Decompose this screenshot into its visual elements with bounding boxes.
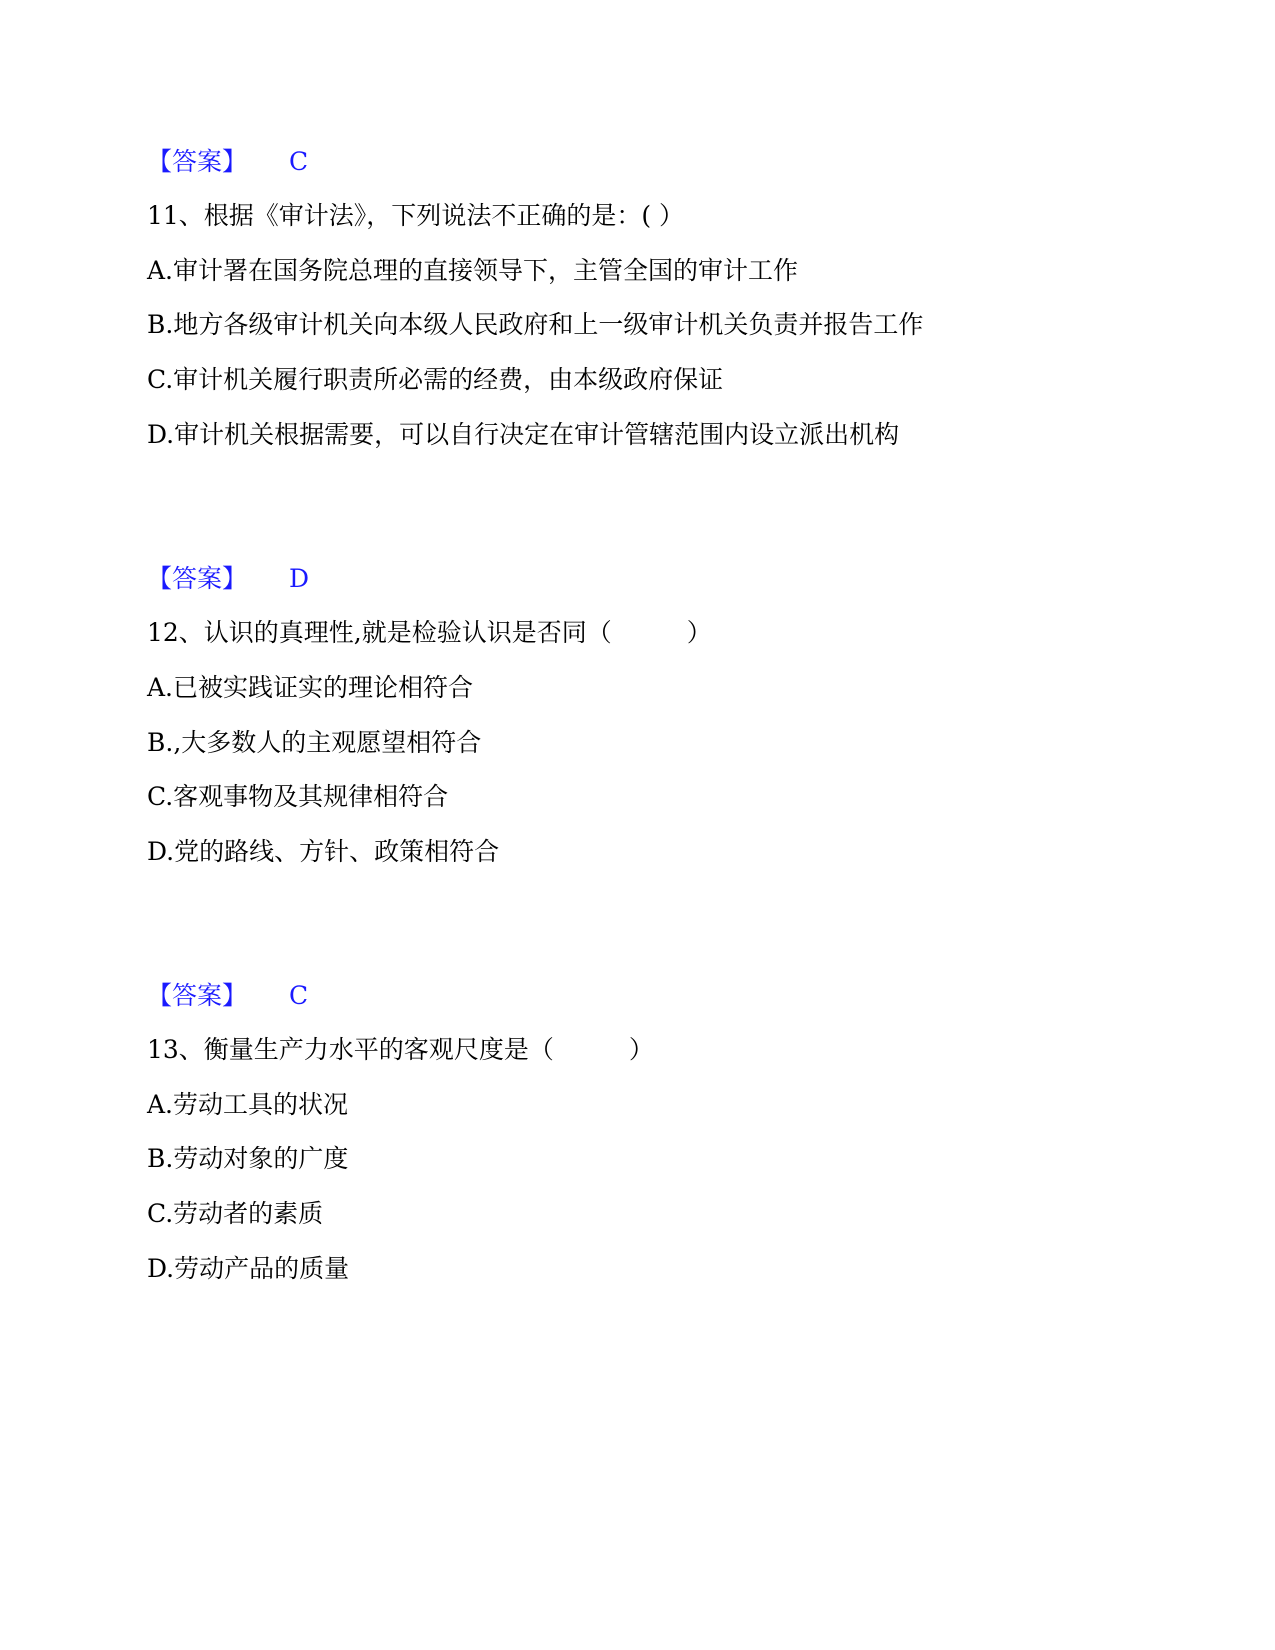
option-b: B.地方各级审计机关向本级人民政府和上一级审计机关负责并报告工作 [147,310,924,339]
question-text: 13、衡量生产力水平的客观尺度是（ ） [147,1035,654,1064]
answer-line [147,979,308,1013]
answer-value: D [289,564,310,593]
answer-value: C [289,981,309,1010]
answer-value: C [289,147,309,176]
question-text: 12、认识的真理性,就是检验认识是否同（ ） [147,618,712,647]
option-a: A.审计署在国务院总理的直接领导下，主管全国的审计工作 [147,256,799,285]
option-d: D.审计机关根据需要，可以自行决定在审计管辖范围内设立派出机构 [147,420,900,449]
option-b: B.,大多数人的主观愿望相符合 [147,728,482,757]
option-c: C.审计机关履行职责所必需的经费，由本级政府保证 [147,365,724,394]
option-d: D.党的路线、方针、政策相符合 [147,837,500,866]
option-a: A.劳动工具的状况 [147,1090,349,1119]
answer-line [147,562,309,596]
question-text: 11、根据《审计法》，下列说法不正确的是：( ） [147,201,685,230]
option-b: B.劳动对象的广度 [147,1144,349,1173]
option-a: A.已被实践证实的理论相符合 [147,673,474,702]
option-d: D.劳动产品的质量 [147,1254,350,1283]
answer-line [147,145,308,179]
answer-label: 【答案】 [147,147,248,176]
option-c: C.劳动者的素质 [147,1199,324,1228]
answer-label: 【答案】 [147,564,248,593]
option-c: C.客观事物及其规律相符合 [147,782,449,811]
answer-label: 【答案】 [147,981,248,1010]
